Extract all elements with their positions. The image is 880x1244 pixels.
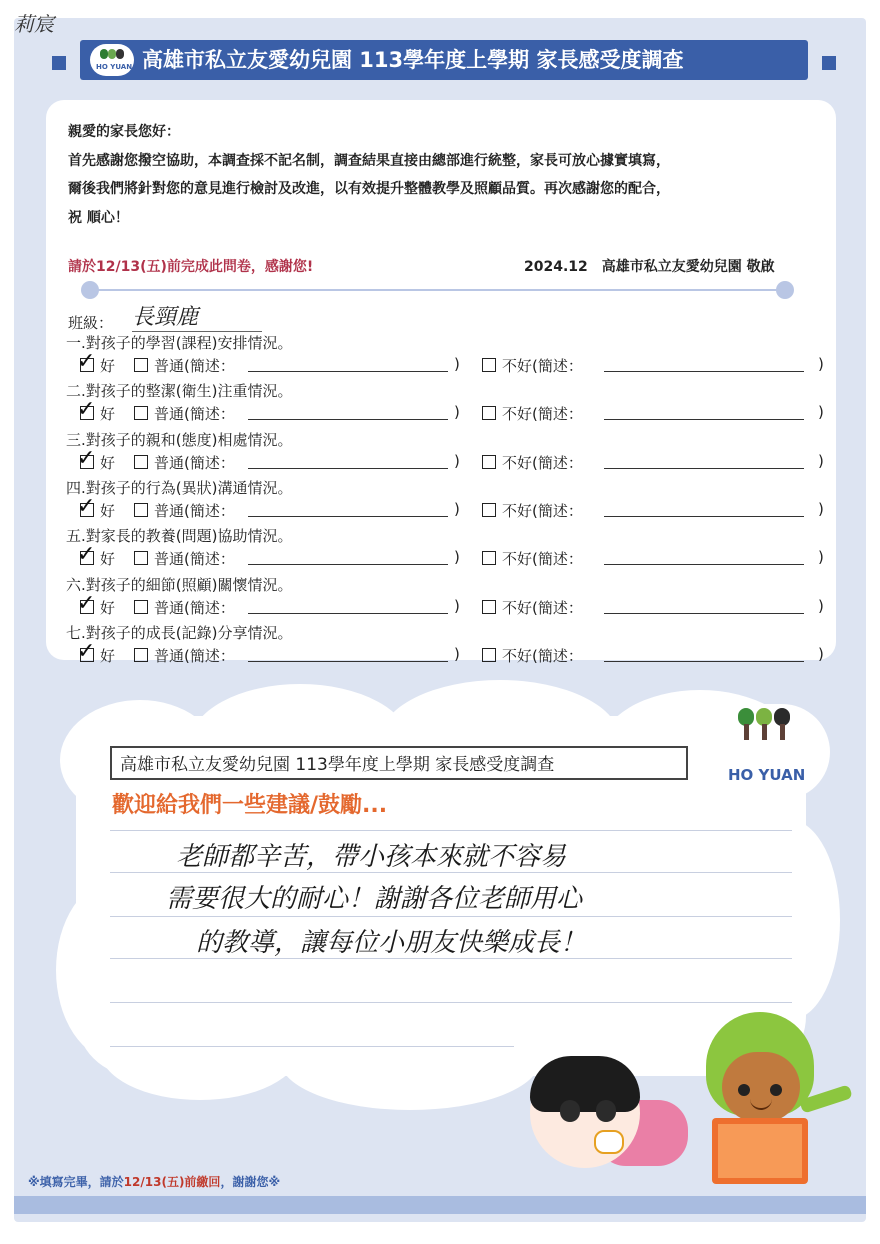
trunk-icon xyxy=(780,724,785,740)
checkbox-good[interactable] xyxy=(77,349,96,374)
option-normal-label: 普通(簡述： xyxy=(154,405,235,424)
checkbox-bad[interactable] xyxy=(482,358,496,372)
close-paren: ) xyxy=(454,644,460,663)
checkbox-bad[interactable] xyxy=(482,503,496,517)
check-mark-icon: ✓ xyxy=(77,349,96,374)
option-normal-label: 普通(簡述： xyxy=(154,598,235,617)
header-square-left xyxy=(52,56,66,70)
question-options xyxy=(74,542,844,570)
question-title: 三.對孩子的親和(態度)相處情況。 xyxy=(66,430,293,449)
bad-description-field[interactable] xyxy=(604,516,804,517)
checkbox-normal[interactable] xyxy=(134,406,148,420)
handwritten-feedback-line-2: 需要很大的耐心！謝謝各位老師用心 xyxy=(166,884,583,914)
header-logo-icon xyxy=(90,44,134,76)
question-title: 一.對孩子的學習(課程)安排情況。 xyxy=(66,334,293,352)
baby-hair xyxy=(530,1056,640,1112)
close-paren: ) xyxy=(454,548,460,567)
checkbox-normal[interactable] xyxy=(134,358,148,372)
bad-description-field[interactable] xyxy=(604,661,804,662)
question-item xyxy=(64,332,844,380)
checkbox-good[interactable] xyxy=(77,542,96,568)
option-normal-label: 普通(簡述： xyxy=(154,357,235,375)
checkbox-bad[interactable] xyxy=(482,648,496,662)
check-mark-icon: ✓ xyxy=(77,590,96,616)
trunk-icon xyxy=(762,724,767,740)
feedback-heading: 歡迎給我們一些建議/鼓勵... xyxy=(112,793,388,818)
writing-line xyxy=(110,916,792,917)
check-mark-icon: ✓ xyxy=(77,638,96,664)
divider-dot-right xyxy=(776,281,794,299)
option-good-label: 好 xyxy=(100,453,116,472)
pacifier-icon xyxy=(594,1130,624,1154)
boy-illustration-face xyxy=(722,1052,800,1122)
normal-description-field[interactable] xyxy=(248,468,448,469)
trunk-icon xyxy=(744,724,749,740)
close-paren: ) xyxy=(454,403,460,422)
boy-eye-icon xyxy=(738,1084,750,1096)
normal-description-field[interactable] xyxy=(248,516,448,517)
checkbox-bad[interactable] xyxy=(482,551,496,565)
page-title: 高雄市私立友愛幼兒園 113學年度上學期 家長感受度調查 xyxy=(142,48,684,72)
checkbox-normal[interactable] xyxy=(134,455,148,469)
question-title: 六.對孩子的細節(照顧)關懷情況。 xyxy=(66,575,293,594)
normal-description-field[interactable] xyxy=(248,564,448,565)
question-options xyxy=(74,397,844,425)
close-paren: ) xyxy=(818,403,824,422)
footer-date: 12/13(五)前繳回 xyxy=(123,1175,221,1189)
option-bad-label: 不好(簡述： xyxy=(502,646,583,665)
question-item xyxy=(64,380,844,428)
bad-description-field[interactable] xyxy=(604,371,804,372)
close-paren: ) xyxy=(454,355,460,373)
checkbox-normal[interactable] xyxy=(134,600,148,614)
question-title: 七.對孩子的成長(記錄)分享情況。 xyxy=(66,623,293,642)
checkbox-normal[interactable] xyxy=(134,648,148,662)
bad-description-field[interactable] xyxy=(604,564,804,565)
baby-eye-icon xyxy=(560,1100,580,1122)
question-title: 二.對孩子的整潔(衛生)注重情況。 xyxy=(66,382,293,401)
question-title: 四.對孩子的行為(異狀)溝通情況。 xyxy=(66,478,293,497)
question-options xyxy=(74,445,844,474)
brand-logo-text: HO YUAN xyxy=(728,766,806,784)
book-pages xyxy=(718,1124,802,1178)
question-options xyxy=(74,638,844,667)
question-item xyxy=(64,622,844,670)
checkbox-bad[interactable] xyxy=(482,406,496,420)
option-good-label: 好 xyxy=(100,405,116,424)
normal-description-field[interactable] xyxy=(248,661,448,662)
checkbox-good[interactable] xyxy=(77,397,96,423)
handwritten-feedback-line-1: 老師都辛苦，帶小孩本來就不容易 xyxy=(176,842,567,872)
bad-description-field[interactable] xyxy=(604,468,804,469)
bad-description-field[interactable] xyxy=(604,613,804,614)
signature: 2024.12 高雄市私立友愛幼兒園 敬啟 xyxy=(524,259,775,275)
option-good-label: 好 xyxy=(100,357,116,375)
option-normal-label: 普通(簡述： xyxy=(154,550,235,569)
option-bad-label: 不好(簡述： xyxy=(502,598,583,617)
question-item xyxy=(64,429,844,477)
header-logo-text: HO YUAN xyxy=(96,63,133,71)
check-mark-icon: ✓ xyxy=(77,445,96,471)
option-bad-label: 不好(簡述： xyxy=(502,501,583,520)
checkbox-normal[interactable] xyxy=(134,503,148,517)
checkbox-good[interactable] xyxy=(77,590,96,616)
checkbox-good[interactable] xyxy=(77,638,96,664)
question-options xyxy=(74,590,844,619)
letter-line-1: 首先感謝您撥空協助，本調查採不記名制，調查結果直接由總部進行統整，家長可放心據實填寫， xyxy=(68,152,670,169)
option-normal-label: 普通(簡述： xyxy=(154,453,235,472)
footer-bar xyxy=(14,1196,866,1214)
check-mark-icon: ✓ xyxy=(77,542,96,568)
question-options xyxy=(74,349,844,377)
checkbox-good[interactable] xyxy=(77,445,96,471)
letter-line-2: 爾後我們將針對您的意見進行檢討及改進，以有效提升整體教學及照顧品質。再次感謝您的配合， xyxy=(68,181,670,197)
header-square-right xyxy=(822,56,836,70)
option-good-label: 好 xyxy=(100,598,116,617)
question-item xyxy=(64,574,844,622)
question-options xyxy=(74,493,844,522)
option-normal-label: 普通(簡述： xyxy=(154,646,235,665)
letter-line-3: 祝 順心！ xyxy=(68,209,129,226)
baby-eye-icon xyxy=(596,1100,616,1122)
close-paren: ) xyxy=(818,355,824,373)
option-bad-label: 不好(簡述： xyxy=(502,550,583,569)
boy-eye-icon xyxy=(770,1084,782,1096)
normal-description-field[interactable] xyxy=(248,613,448,614)
close-paren: ) xyxy=(454,451,460,470)
close-paren: ) xyxy=(818,499,824,518)
option-good-label: 好 xyxy=(100,646,116,665)
divider xyxy=(90,289,786,291)
checkbox-bad[interactable] xyxy=(482,455,496,469)
question-item xyxy=(64,477,844,525)
check-mark-icon: ✓ xyxy=(77,397,96,423)
footer-notice xyxy=(28,1173,280,1190)
feedback-banner: 高雄市私立友愛幼兒園 113學年度上學期 家長感受度調查 xyxy=(120,755,555,775)
option-normal-label: 普通(簡述： xyxy=(154,501,235,520)
normal-description-field[interactable] xyxy=(248,371,448,372)
question-item xyxy=(64,525,844,573)
close-paren: ) xyxy=(454,596,460,615)
checkbox-bad[interactable] xyxy=(482,600,496,614)
writing-line xyxy=(110,830,792,831)
class-field[interactable]: 長頸鹿 xyxy=(132,300,262,332)
footer-suffix: ，謝謝您※ xyxy=(220,1175,281,1189)
close-paren: ) xyxy=(818,451,824,470)
writing-line xyxy=(110,1002,792,1003)
option-bad-label: 不好(簡述： xyxy=(502,453,583,472)
question-title: 五.對家長的教養(問題)協助情況。 xyxy=(66,527,293,546)
class-label: 班級： xyxy=(68,314,114,332)
option-bad-label: 不好(簡述： xyxy=(502,405,583,424)
deadline-notice: 請於12/13(五)前完成此問卷，感謝您! xyxy=(68,259,314,275)
writing-line xyxy=(110,1046,514,1047)
option-good-label: 好 xyxy=(100,550,116,569)
bad-description-field[interactable] xyxy=(604,419,804,420)
close-paren: ) xyxy=(454,499,460,518)
option-bad-label: 不好(簡述： xyxy=(502,357,583,375)
close-paren: ) xyxy=(818,548,824,567)
close-paren: ) xyxy=(818,644,824,663)
normal-description-field[interactable] xyxy=(248,419,448,420)
intro-letter xyxy=(68,118,828,232)
check-mark-icon: ✓ xyxy=(77,493,96,519)
checkbox-normal[interactable] xyxy=(134,551,148,565)
option-good-label: 好 xyxy=(100,501,116,520)
divider-dot-left xyxy=(81,281,99,299)
checkbox-good[interactable] xyxy=(77,493,96,519)
footer-prefix: ※填寫完畢，請於 xyxy=(28,1175,124,1189)
handwritten-feedback-line-3: 的教導，讓每位小朋友快樂成長！ xyxy=(196,928,587,958)
letter-greeting: 親愛的家長您好： xyxy=(68,124,180,140)
close-paren: ) xyxy=(818,596,824,615)
handwritten-name-note: 莉宸 xyxy=(14,12,54,36)
